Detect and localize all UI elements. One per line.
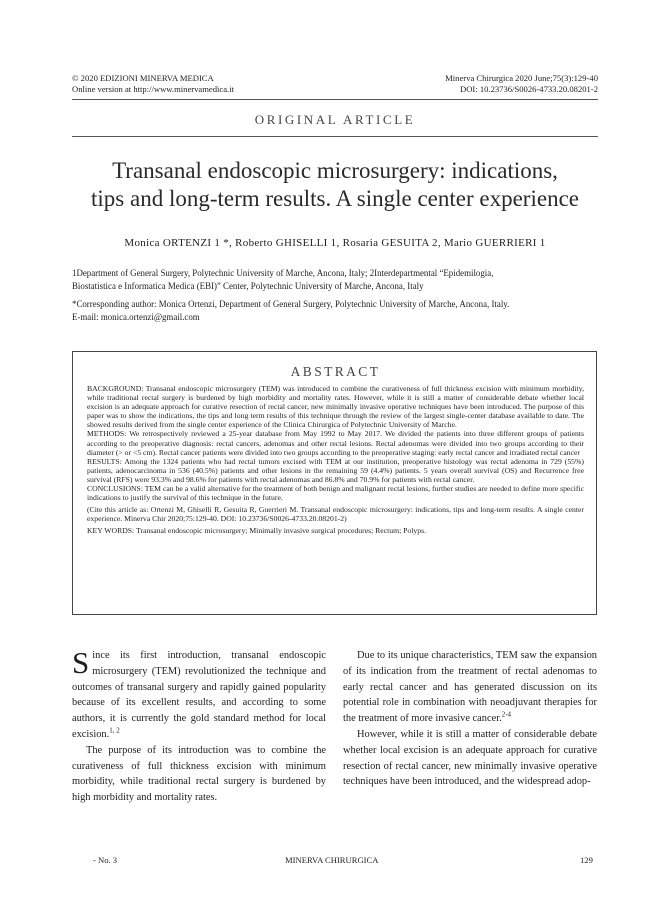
email-line: E-mail: monica.ortenzi@gmail.com bbox=[72, 311, 200, 322]
abstract-conclusions: CONCLUSIONS: TEM can be a valid alternative for the treatment of both benign and malignant rectal lesions, further studies are needed to define more specific indications to justify the survival of this technique in the future. bbox=[87, 484, 584, 503]
footer-journal: MINERVA CHIRURGICA bbox=[285, 855, 379, 865]
section-label: ORIGINAL ARTICLE bbox=[254, 112, 416, 127]
drop-cap: S bbox=[72, 645, 90, 680]
reference-superscript: 1, 2 bbox=[109, 726, 120, 735]
footer-issue: - No. 3 bbox=[93, 855, 118, 865]
doi-line: DOI: 10.23736/S0026-4733.20.08201-2 bbox=[460, 83, 598, 94]
title-line-2: tips and long-term results. A single center experience bbox=[91, 186, 579, 211]
body-paragraph-3-text: Due to its unique characteristics, TEM saw the expansion of its indication from the treatment of rectal adenomas to early rectal cancer and has generated discussion on its potential role in combination with neoadjuvant therapies for the treatment of more invasive cancer. bbox=[343, 650, 597, 725]
body-paragraph-2: The purpose of its introduction was to combine the curativeness of full thickness excision with minimum morbidity, while traditional rectal surgery is burdened by high morbidity and mortality rates. bbox=[72, 744, 326, 804]
abstract-cite: (Cite this article as: Ortenzi M, Ghiselli R, Gesuita R, Guerrieri M. Transanal endoscopic microsurgery: indications, tips and long-term results. A single center experience. Minerva Chir 2020;75:129-40. DOI: 10.23736/S0026-4733.20.08201-2) bbox=[87, 505, 584, 524]
corresponding-author: *Corresponding author: Monica Ortenzi, Department of General Surgery, Polytechnic University of Marche, Ancona, Italy. bbox=[72, 299, 510, 309]
correspondence bbox=[72, 298, 602, 323]
authors: Monica ORTENZI 1 *, Roberto GHISELLI 1, Rosaria GESUITA 2, Mario GUERRIERI 1 bbox=[124, 237, 546, 249]
affiliations bbox=[72, 267, 602, 292]
online-version-line: Online version at http://www.minervamedica.it bbox=[72, 83, 234, 94]
abstract-results: RESULTS: Among the 1324 patients who had rectal tumors excised with TEM at our institution, preoperative histology was rectal adenoma in 729 (55%) patients, adenocarcinoma in 536 (40.5%) patients and other lesions in the remaining 59 (4.4%) patients. 5 years overall survival (OS) and Recurrence free survival (RFS) were 93.3% and 98.6% for patients with rectal adenomas and 86.8% and 70.9% for patients with rectal cancer. bbox=[87, 456, 584, 484]
abstract-background: BACKGROUND: Transanal endoscopic microsurgery (TEM) was introduced to combine the curativeness of full thickness excision with minimum morbidity, while traditional rectal surgery is burdened by high morbidity and mortality rates. However, while it is still a matter of considerable debate whether local excision is an adequate approach for curative resection of rectal cancer, new minimally invasive operative techniques have been introduced. The purpose of this paper was to show the indications, the tips and long term results of this technique through the review of the largest single-center database available to date. The showed results derived from the single center experience of the Clinica Chirurgica of Polytechnic University of Marche. bbox=[87, 384, 584, 430]
body-paragraph-1 bbox=[72, 645, 326, 743]
reference-superscript: 2-4 bbox=[501, 710, 512, 719]
body-column-right bbox=[343, 648, 597, 790]
body-paragraph-3 bbox=[343, 648, 597, 727]
body-paragraph-1-text: ince its first introduction, transanal endoscopic microsurgery (TEM) revolutionized the technique and outcomes of transanal surgery and rapidly gained popularity because of its excellent results, and according to some authors, it is currently the gold standard method for local excision. bbox=[72, 650, 326, 740]
copyright-line: © 2020 EDIZIONI MINERVA MEDICA bbox=[72, 73, 214, 83]
abstract-keywords: KEY WORDS: Transanal endoscopic microsurgery; Minimally invasive surgical procedures; Rectum; Polyps. bbox=[87, 526, 426, 536]
section-rule bbox=[72, 136, 598, 137]
body-paragraph-4: However, while it is still a matter of considerable debate whether local excision is an adequate approach for curative resection of rectal cancer, new minimally invasive operative techniques have been introduced, and the widespread adop- bbox=[343, 728, 597, 788]
article-title bbox=[40, 157, 630, 213]
abstract-methods: METHODS: We retrospectively reviewed a 25-year database from May 1992 to May 2017. We divided the patients into three different groups of patients according to the preoperative diagnosis: rectal cancers, adenomas and other rectal lesions. Rectal adenomas were divided into two groups according to their diameter (> or <5 cm). Rectal cancer patients were divided into two groups according to the preoperative staging: early rectal cancer and irradiated rectal cancer bbox=[87, 429, 584, 457]
journal-header-right bbox=[445, 73, 598, 94]
affiliation-line-2: Biostatistica e Informatica Medica (EBI)” Center, Polytechnic University of Marche, Ancona, Italy bbox=[72, 280, 424, 291]
abstract-box bbox=[72, 351, 597, 615]
journal-citation: Minerva Chirurgica 2020 June;75(3):129-40 bbox=[445, 73, 598, 83]
header-rule bbox=[72, 99, 598, 100]
abstract-heading: ABSTRACT bbox=[290, 364, 381, 379]
footer-page-number: 129 bbox=[580, 855, 593, 865]
title-line-1: Transanal endoscopic microsurgery: indications, bbox=[112, 158, 558, 183]
body-column-left bbox=[72, 645, 326, 806]
affiliation-line-1: 1Department of General Surgery, Polytechnic University of Marche, Ancona, Italy; 2Interdepartmental “Epidemilogia, bbox=[72, 268, 494, 278]
journal-header-left bbox=[72, 73, 234, 94]
